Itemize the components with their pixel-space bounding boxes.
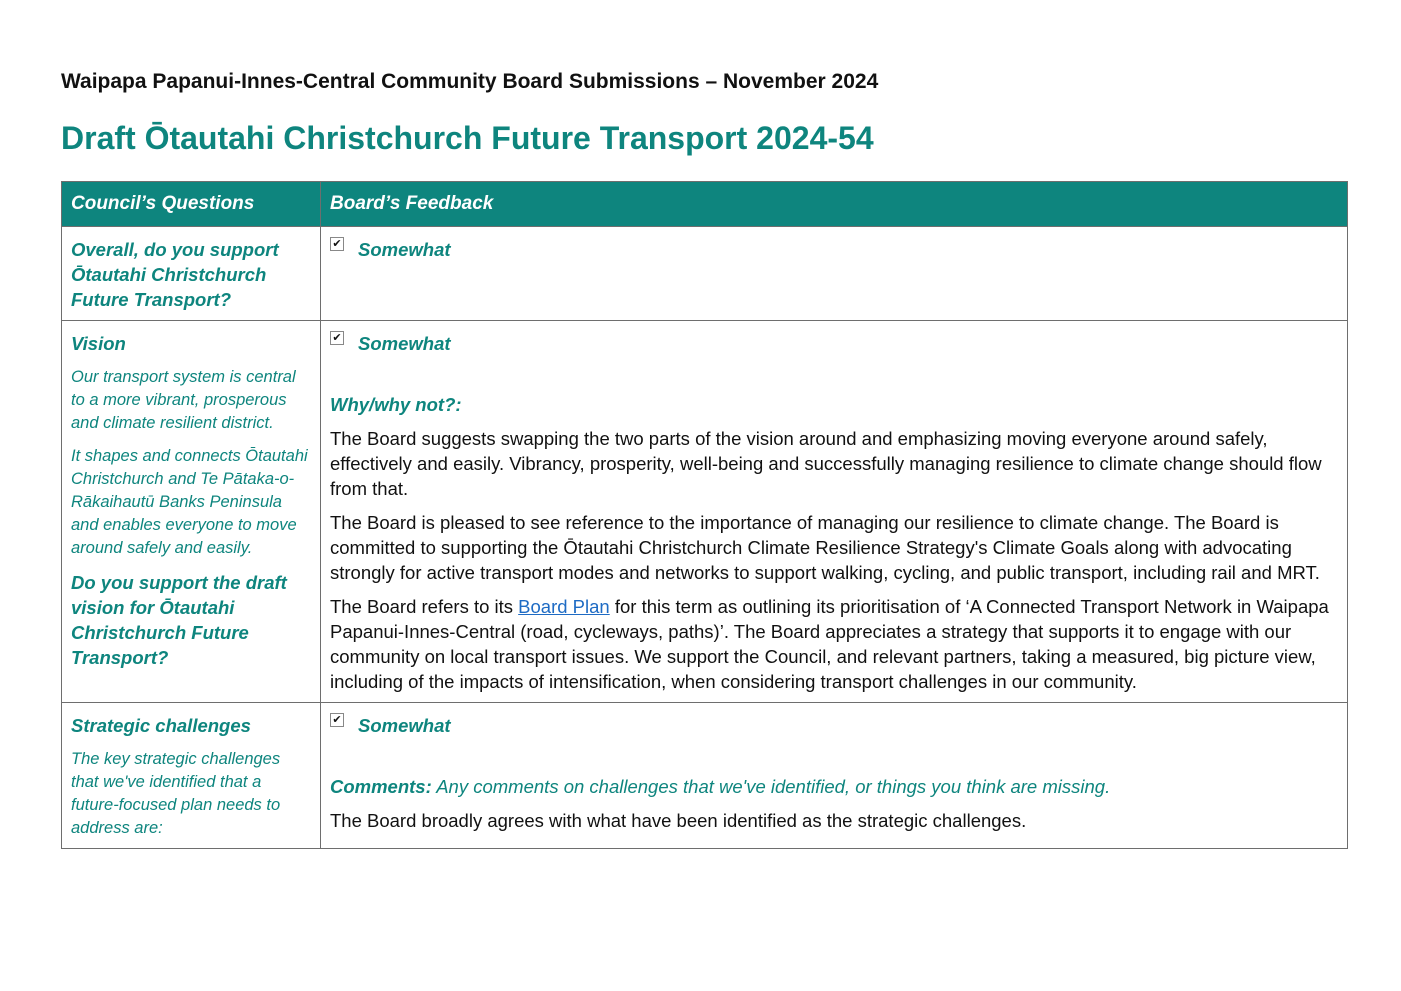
section-description: It shapes and connects Ōtautahi Christchurch and Te Pātaka-o-Rākaihautū Banks Peninsula and enables everyone to move around safely and easily. — [71, 447, 308, 557]
question-text: Overall, do you support Ōtautahi Christchurch Future Transport? — [71, 239, 279, 310]
section-heading: Strategic challenges — [71, 715, 251, 736]
column-header-questions: Council’s Questions — [62, 182, 321, 227]
document-subtitle: Waipapa Papanui-Innes-Central Community Board Submissions – November 2024 — [61, 70, 879, 93]
comments-label: Comments: — [330, 776, 432, 797]
section-description: Our transport system is central to a more vibrant, prosperous and climate resilient district. — [71, 368, 296, 432]
feedback-paragraph: The Board broadly agrees with what have been identified as the strategic challenges. — [330, 810, 1027, 831]
feedback-cell — [321, 703, 1348, 849]
answer-label: Somewhat — [358, 333, 451, 354]
feedback-cell — [321, 321, 1348, 703]
table-header-row — [62, 182, 1348, 227]
comments-prompt: Any comments on challenges that we've identified, or things you think are missing. — [431, 776, 1111, 797]
why-label: Why/why not?: — [330, 394, 462, 415]
question-cell — [62, 227, 321, 321]
answer-choice — [330, 715, 1335, 737]
comments-line — [330, 774, 1335, 799]
question-cell — [62, 703, 321, 849]
feedback-paragraph — [330, 594, 1335, 694]
question-cell — [62, 321, 321, 703]
answer-label: Somewhat — [358, 715, 451, 736]
document-title: Draft Ōtautahi Christchurch Future Transport 2024-54 — [61, 120, 874, 156]
checkbox-checked-icon[interactable]: ✔ — [330, 331, 344, 345]
answer-choice — [330, 333, 1335, 355]
feedback-paragraph: The Board is pleased to see reference to the importance of managing our resilience to climate change. The Board is committed to supporting the Ōtautahi Christchurch Climate Resilience Strategy's Climate Goals along with advocating strongly for active transport modes and networks to support walking, cycling, and public transport, including rail and MRT. — [330, 512, 1320, 583]
submission-table — [61, 181, 1348, 849]
table-row — [62, 321, 1348, 703]
table-row — [62, 227, 1348, 321]
feedback-cell — [321, 227, 1348, 321]
paragraph-text: for this term as outlining its prioritisation of ‘A Connected Transport Network in Waipapa Papanui-Innes-Central (road, cycleways, paths)’. The Board appreciates a strategy that supports it to engage with our community on local transport issues. We support the Council, and relevant partners, taking a measured, big picture view, including of the impacts of intensification, when considering transport challenges in our community. — [330, 596, 1329, 692]
section-description: The key strategic challenges that we've identified that a future-focused plan needs to address are: — [71, 750, 281, 837]
answer-choice — [330, 239, 1335, 261]
answer-label: Somewhat — [358, 239, 451, 260]
paragraph-text: The Board refers to its — [330, 596, 519, 617]
feedback-paragraph: The Board suggests swapping the two parts of the vision around and emphasizing moving everyone around safely, effectively and easily. Vibrancy, prosperity, well-being and successfully managing resilience to climate change should flow from that. — [330, 428, 1322, 499]
table-row — [62, 703, 1348, 849]
checkbox-checked-icon[interactable]: ✔ — [330, 713, 344, 727]
section-heading: Vision — [71, 333, 126, 354]
question-text: Do you support the draft vision for Ōtautahi Christchurch Future Transport? — [71, 572, 287, 668]
board-plan-link[interactable]: Board Plan — [518, 596, 610, 617]
checkbox-checked-icon[interactable]: ✔ — [330, 237, 344, 251]
column-header-feedback: Board’s Feedback — [321, 182, 1348, 227]
